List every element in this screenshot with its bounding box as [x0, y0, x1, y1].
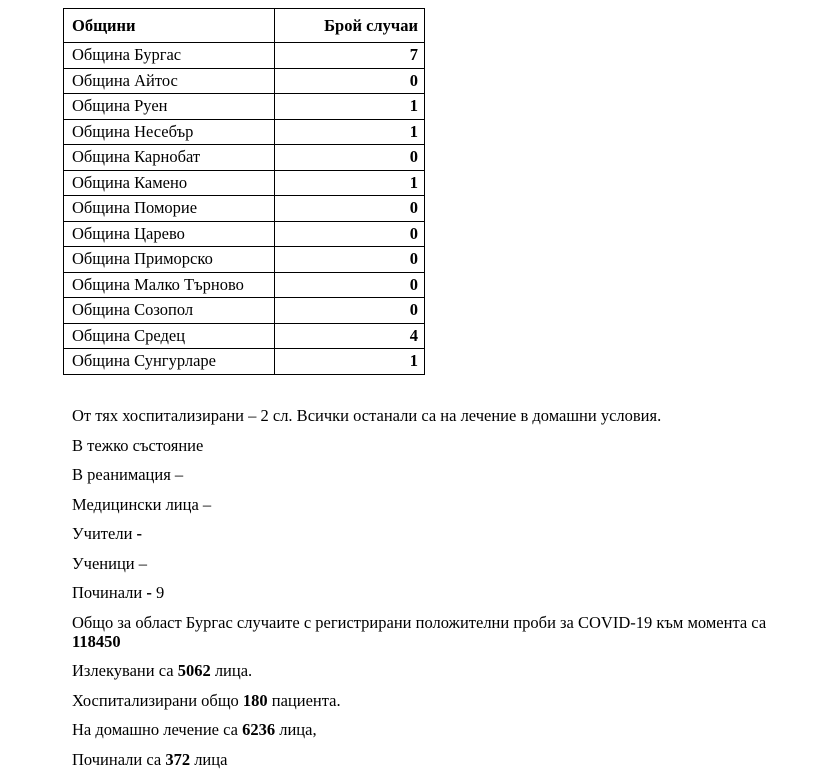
municipality-cell: Община Царево	[64, 221, 275, 247]
teachers-line	[72, 524, 792, 554]
municipality-cell: Община Малко Търново	[64, 272, 275, 298]
deceased-total-line	[72, 750, 792, 780]
cases-cell: 0	[275, 196, 425, 222]
total-cases-text: Общо за област Бургас случаите с регистрирани положителни проби за COVID-19 към момента са	[72, 612, 767, 632]
cases-cell: 0	[275, 221, 425, 247]
deceased-value: 9	[151, 583, 165, 602]
cases-cell: 1	[275, 94, 425, 120]
table-header-row	[64, 9, 425, 43]
home-treatment-suffix: лица,	[275, 720, 317, 739]
total-cases-line	[72, 613, 792, 662]
cured-suffix: лица.	[210, 661, 253, 680]
table-row	[64, 349, 425, 375]
cases-cell: 1	[275, 349, 425, 375]
home-treatment-label: На домашно лечение са	[72, 720, 243, 739]
home-treatment-value: 6236	[242, 720, 276, 739]
table-row	[64, 298, 425, 324]
table-row	[64, 119, 425, 145]
municipality-cell: Община Средец	[64, 323, 275, 349]
municipality-cell: Община Руен	[64, 94, 275, 120]
cases-cell: 1	[275, 170, 425, 196]
table-row	[64, 68, 425, 94]
deceased-total-suffix: лица	[190, 749, 228, 769]
cases-cell: 7	[275, 43, 425, 69]
municipality-cell: Община Айтос	[64, 68, 275, 94]
municipality-cell: Община Поморие	[64, 196, 275, 222]
cases-cell: 0	[275, 247, 425, 273]
deceased-total-label: Починали са	[72, 749, 166, 769]
municipality-cell: Община Приморско	[64, 247, 275, 273]
cases-cell: 4	[275, 323, 425, 349]
municipality-cell: Община Созопол	[64, 298, 275, 324]
table-row	[64, 94, 425, 120]
total-cases-value: 118450	[72, 631, 121, 651]
municipality-cell: Община Камено	[64, 170, 275, 196]
municipality-cell: Община Карнобат	[64, 145, 275, 171]
teachers-label: Учители	[72, 524, 137, 543]
cured-value: 5062	[177, 661, 211, 680]
deceased-label: Починали	[72, 583, 147, 602]
cases-cell: 1	[275, 119, 425, 145]
table-row	[64, 221, 425, 247]
severe-condition-line: В тежко състояние	[72, 435, 204, 455]
table-row	[64, 43, 425, 69]
deceased-line	[72, 583, 792, 613]
cases-cell: 0	[275, 68, 425, 94]
municipality-cell: Община Бургас	[64, 43, 275, 69]
students-line: Ученици –	[72, 553, 147, 573]
municipality-column-header: Общини	[64, 9, 275, 43]
medical-staff-line: Медицински лица –	[72, 494, 212, 514]
home-treatment-line	[72, 720, 792, 750]
hospitalized-total-value: 180	[242, 690, 268, 710]
cases-cell: 0	[275, 145, 425, 171]
cases-by-municipality-table	[63, 8, 425, 375]
municipality-cell: Община Сунгурларе	[64, 349, 275, 375]
cured-label: Излекувани са	[72, 661, 178, 680]
teachers-value: -	[136, 524, 143, 543]
deceased-dash: -	[146, 583, 152, 602]
municipality-cell: Община Несебър	[64, 119, 275, 145]
table-row	[64, 272, 425, 298]
cured-line	[72, 661, 792, 691]
table-row	[64, 247, 425, 273]
cases-column-header: Брой случаи	[275, 9, 425, 43]
deceased-total-value: 372	[165, 749, 191, 769]
cases-cell: 0	[275, 298, 425, 324]
icu-line: В реанимация –	[72, 465, 184, 484]
table-row	[64, 170, 425, 196]
statistics-notes	[72, 406, 792, 779]
table-row	[64, 145, 425, 171]
table-row	[64, 323, 425, 349]
hospitalized-total-line	[72, 691, 792, 721]
table-row	[64, 196, 425, 222]
cases-cell: 0	[275, 272, 425, 298]
hospitalized-total-label: Хоспитализирани общо	[72, 690, 243, 710]
hospitalized-line: От тях хоспитализирани – 2 сл. Всички останали са на лечение в домашни условия.	[72, 406, 662, 425]
hospitalized-total-suffix: пациента.	[267, 690, 341, 710]
